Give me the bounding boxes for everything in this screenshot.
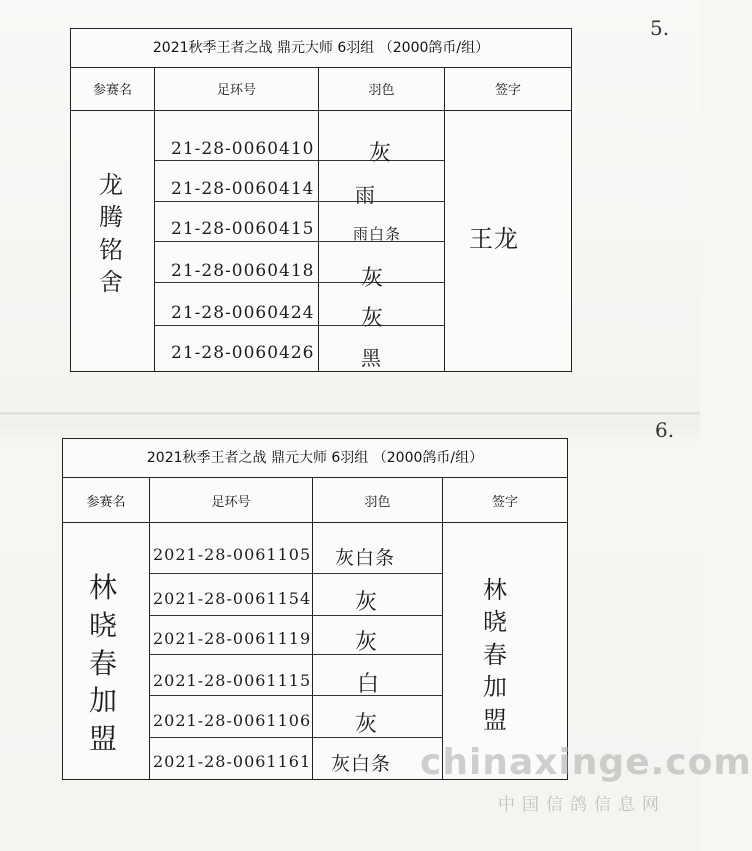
site-watermark: chinaxinge.com (420, 742, 752, 783)
participant-name-handwritten: 林晓春加盟 (88, 571, 117, 756)
feather-color-handwritten: 灰 (355, 630, 379, 655)
header-ring-number: 足环号 (216, 83, 256, 98)
site-name-watermark: 中国信鸽信息网 (498, 795, 666, 815)
row-divider (155, 325, 444, 326)
ring-number-handwritten: 21-28-0060415 (171, 219, 315, 239)
participant-name-handwritten: 龙腾铭舍 (99, 171, 123, 297)
feather-color-handwritten: 灰 (361, 306, 385, 331)
page-number: 6. (655, 418, 675, 442)
ring-number-handwritten: 2021-28-0061105 (153, 545, 312, 564)
feather-color-handwritten: 雨 (355, 183, 376, 207)
feather-color-handwritten: 灰 (369, 141, 393, 166)
header-feather-color: 羽色 (368, 83, 395, 98)
page-number: 5. (650, 16, 670, 40)
ring-number-handwritten: 2021-28-0061119 (153, 629, 312, 648)
ring-number-handwritten: 2021-28-0061115 (153, 671, 312, 690)
column-divider (444, 68, 445, 371)
ring-number-handwritten: 21-28-0060418 (171, 261, 315, 281)
feather-color-handwritten: 灰 (355, 590, 379, 615)
feather-color-handwritten: 灰 (361, 266, 385, 291)
row-divider (150, 573, 442, 574)
header-participant: 参赛名 (92, 83, 132, 98)
row-divider (155, 282, 444, 283)
signature-handwritten: 林晓春加盟 (483, 576, 507, 734)
feather-color-handwritten: 灰白条 (331, 753, 392, 775)
row-divider (150, 695, 442, 696)
entry-table (62, 438, 568, 780)
feather-color-handwritten: 白 (357, 672, 381, 697)
entry-table (70, 28, 572, 372)
feather-color-handwritten: 黑 (361, 346, 382, 370)
signature-handwritten: 王龙 (469, 225, 519, 253)
row-divider (150, 654, 442, 655)
feather-color-handwritten: 灰白条 (335, 547, 396, 569)
row-divider (155, 201, 444, 202)
row-divider (150, 737, 442, 738)
feather-color-handwritten: 雨白条 (353, 225, 402, 243)
feather-color-handwritten: 灰 (355, 712, 379, 737)
row-divider (150, 615, 442, 616)
column-divider (442, 478, 443, 779)
ring-number-handwritten: 2021-28-0061161 (153, 752, 312, 771)
table-title: 2021秋季王者之战 鼎元大师 6羽组 （2000鸽币/组） (63, 439, 567, 478)
header-feather-color: 羽色 (364, 495, 391, 510)
page-fold-divider (0, 412, 700, 415)
column-divider (312, 478, 313, 779)
column-divider (149, 478, 150, 779)
header-participant: 参赛名 (86, 495, 126, 510)
header-signature: 签字 (494, 83, 521, 98)
ring-number-handwritten: 2021-28-0061154 (153, 589, 312, 608)
ring-number-handwritten: 21-28-0060424 (171, 303, 315, 323)
ring-number-handwritten: 21-28-0060410 (171, 139, 315, 159)
header-signature: 签字 (491, 495, 518, 510)
row-divider (155, 160, 444, 161)
ring-number-handwritten: 21-28-0060414 (171, 179, 315, 199)
table-title: 2021秋季王者之战 鼎元大师 6羽组 （2000鸽币/组） (71, 29, 571, 68)
header-ring-number: 足环号 (211, 495, 251, 510)
ring-number-handwritten: 21-28-0060426 (171, 343, 315, 363)
ring-number-handwritten: 2021-28-0061106 (153, 711, 312, 730)
